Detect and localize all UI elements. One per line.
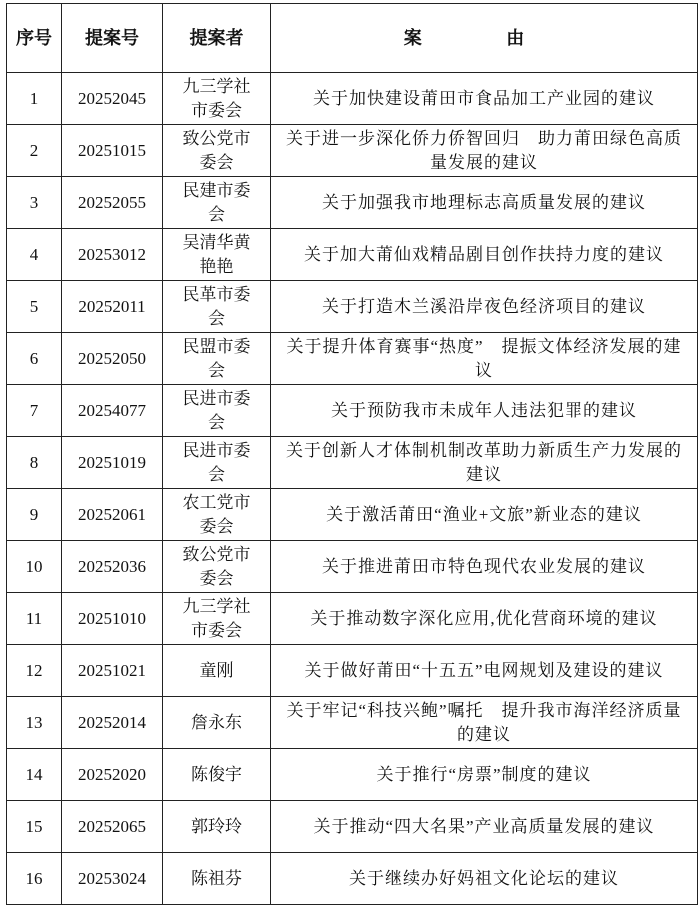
cell-proposer: 民革市委会 bbox=[163, 281, 271, 333]
cell-proposer: 陈祖芬 bbox=[163, 853, 271, 905]
cell-id: 20251019 bbox=[62, 437, 163, 489]
cell-id: 20252036 bbox=[62, 541, 163, 593]
table-row bbox=[7, 645, 698, 697]
cell-subject: 关于牢记“科技兴鲍”嘱托 提升我市海洋经济质量的建议 bbox=[271, 697, 698, 749]
cell-subject: 关于推行“房票”制度的建议 bbox=[271, 749, 698, 801]
cell-seq: 5 bbox=[7, 281, 62, 333]
cell-proposer: 郭玲玲 bbox=[163, 801, 271, 853]
cell-seq: 1 bbox=[7, 73, 62, 125]
cell-id: 20252020 bbox=[62, 749, 163, 801]
cell-seq: 3 bbox=[7, 177, 62, 229]
cell-subject: 关于继续办好妈祖文化论坛的建议 bbox=[271, 853, 698, 905]
table-row bbox=[7, 801, 698, 853]
cell-proposer: 吴清华黄艳艳 bbox=[163, 229, 271, 281]
proposals-table bbox=[6, 3, 698, 905]
cell-proposer: 九三学社市委会 bbox=[163, 593, 271, 645]
cell-subject: 关于提升体育赛事“热度” 提振文体经济发展的建议 bbox=[271, 333, 698, 385]
cell-proposer: 陈俊宇 bbox=[163, 749, 271, 801]
cell-seq: 16 bbox=[7, 853, 62, 905]
table-row bbox=[7, 73, 698, 125]
cell-subject: 关于创新人才体制机制改革助力新质生产力发展的建议 bbox=[271, 437, 698, 489]
header-row bbox=[7, 4, 698, 73]
cell-seq: 14 bbox=[7, 749, 62, 801]
table-row bbox=[7, 385, 698, 437]
cell-seq: 8 bbox=[7, 437, 62, 489]
table-row bbox=[7, 541, 698, 593]
cell-seq: 6 bbox=[7, 333, 62, 385]
cell-subject: 关于加大莆仙戏精品剧目创作扶持力度的建议 bbox=[271, 229, 698, 281]
table-row bbox=[7, 177, 698, 229]
cell-id: 20254077 bbox=[62, 385, 163, 437]
table-row bbox=[7, 437, 698, 489]
cell-subject: 关于做好莆田“十五五”电网规划及建设的建议 bbox=[271, 645, 698, 697]
header-subject: 案 由 bbox=[271, 4, 698, 73]
cell-subject: 关于预防我市未成年人违法犯罪的建议 bbox=[271, 385, 698, 437]
cell-subject: 关于推动数字深化应用,优化营商环境的建议 bbox=[271, 593, 698, 645]
cell-proposer: 詹永东 bbox=[163, 697, 271, 749]
table-row bbox=[7, 125, 698, 177]
cell-id: 20253012 bbox=[62, 229, 163, 281]
cell-subject: 关于激活莆田“渔业+文旅”新业态的建议 bbox=[271, 489, 698, 541]
cell-proposer: 童刚 bbox=[163, 645, 271, 697]
cell-id: 20251015 bbox=[62, 125, 163, 177]
table-row bbox=[7, 853, 698, 905]
cell-id: 20252065 bbox=[62, 801, 163, 853]
cell-id: 20252050 bbox=[62, 333, 163, 385]
header-id: 提案号 bbox=[62, 4, 163, 73]
cell-subject: 关于推动“四大名果”产业高质量发展的建议 bbox=[271, 801, 698, 853]
table-row bbox=[7, 333, 698, 385]
cell-proposer: 民进市委会 bbox=[163, 385, 271, 437]
cell-proposer: 致公党市委会 bbox=[163, 541, 271, 593]
table-row bbox=[7, 593, 698, 645]
cell-proposer: 致公党市委会 bbox=[163, 125, 271, 177]
cell-id: 20252011 bbox=[62, 281, 163, 333]
cell-id: 20252014 bbox=[62, 697, 163, 749]
cell-seq: 2 bbox=[7, 125, 62, 177]
table-row bbox=[7, 489, 698, 541]
cell-id: 20252055 bbox=[62, 177, 163, 229]
table-row bbox=[7, 229, 698, 281]
cell-id: 20251010 bbox=[62, 593, 163, 645]
cell-seq: 10 bbox=[7, 541, 62, 593]
cell-seq: 11 bbox=[7, 593, 62, 645]
cell-id: 20252045 bbox=[62, 73, 163, 125]
cell-subject: 关于推进莆田市特色现代农业发展的建议 bbox=[271, 541, 698, 593]
cell-subject: 关于加快建设莆田市食品加工产业园的建议 bbox=[271, 73, 698, 125]
cell-seq: 12 bbox=[7, 645, 62, 697]
cell-subject: 关于打造木兰溪沿岸夜色经济项目的建议 bbox=[271, 281, 698, 333]
table-row bbox=[7, 749, 698, 801]
cell-proposer: 民进市委会 bbox=[163, 437, 271, 489]
cell-proposer: 民建市委会 bbox=[163, 177, 271, 229]
cell-proposer: 九三学社市委会 bbox=[163, 73, 271, 125]
cell-seq: 7 bbox=[7, 385, 62, 437]
cell-id: 20251021 bbox=[62, 645, 163, 697]
cell-proposer: 农工党市委会 bbox=[163, 489, 271, 541]
cell-seq: 4 bbox=[7, 229, 62, 281]
table-row bbox=[7, 697, 698, 749]
header-seq: 序号 bbox=[7, 4, 62, 73]
cell-id: 20252061 bbox=[62, 489, 163, 541]
cell-seq: 13 bbox=[7, 697, 62, 749]
cell-seq: 9 bbox=[7, 489, 62, 541]
cell-subject: 关于进一步深化侨力侨智回归 助力莆田绿色高质量发展的建议 bbox=[271, 125, 698, 177]
header-proposer: 提案者 bbox=[163, 4, 271, 73]
table-row bbox=[7, 281, 698, 333]
cell-subject: 关于加强我市地理标志高质量发展的建议 bbox=[271, 177, 698, 229]
cell-seq: 15 bbox=[7, 801, 62, 853]
cell-id: 20253024 bbox=[62, 853, 163, 905]
cell-proposer: 民盟市委会 bbox=[163, 333, 271, 385]
